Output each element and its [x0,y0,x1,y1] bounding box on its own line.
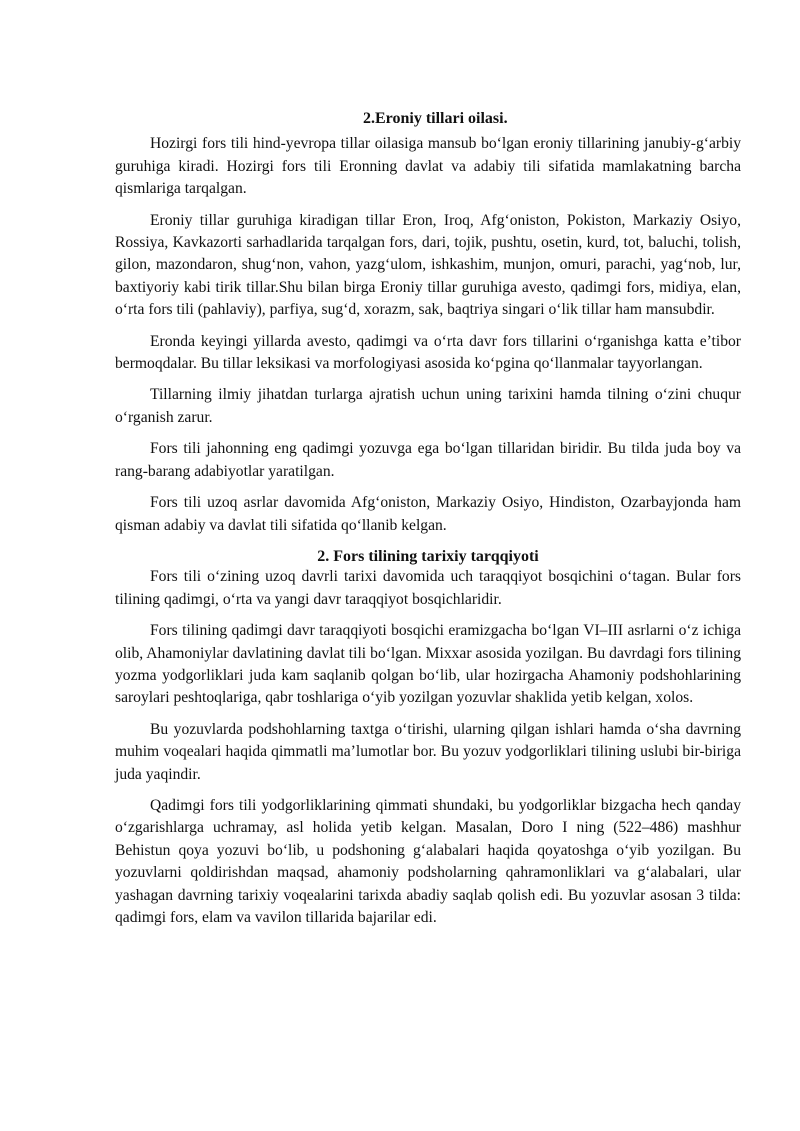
document-page [115,108,741,938]
paragraph: Fors tili uzoq asrlar davomida Afg‘oniston, Markaziy Osiyo, Hindiston, Ozarbayjonda ham qisman adabiy va davlat tili sifatida qo‘llanib kelgan. [115,494,741,534]
paragraph: Bu yozuvlarda podshohlarning taxtga o‘tirishi, ularning qilgan ishlari hamda o‘sha davrning muhim voqealari haqida qimmatli ma’lumotlar bor. Bu yozuv yodgorliklari tilining uslubi bir-biriga juda yaqindir. [115,720,741,783]
section-title-eroniy-tillari: 2.Eroniy tillari oilasi. [363,110,508,127]
paragraph: Eroniy tillar guruhiga kiradigan tillar Eron, Iroq, Afg‘oniston, Pokiston, Markaziy Osiyo, Rossiya, Kavkazorti sarhadlarida tarqalgan fors, dari, tojik, pushtu, osetin, kurd, tot, baluchi, tolish, gilon, mazondaron, shug‘non, vahon, yazg‘ulom, ishkashim, munjon, omuri, parachi, yag‘nob, lur, baxtiyoriy kabi tirik tillar.Shu bilan birga Eroniy tillar guruhiga avesto, qadimgi fors, midiya, elan, o‘rta fors tili (pahlaviy), parfiya, sug‘d, xorazm, sak, baqtriya singari o‘lik tillar ham mansubdir. [115,211,741,319]
paragraph: Hozirgi fors tili hind-yevropa tillar oilasiga mansub bo‘lgan eroniy tillarining janubiy-g‘arbiy guruhiga kiradi. Hozirgi fors tili Eronning davlat va adabiy tili sifatida mamlakatning barcha qismlariga tarqalgan. [115,135,741,198]
paragraph: Fors tilining qadimgi davr taraqqiyoti bosqichi eramizgacha bo‘lgan VI–III asrlarni o‘z ichiga olib, Ahamoniylar davlatining davlat tili bo‘lgan. Mixxar asosida yozilgan. Bu davrdagi fors tilining yozma yodgorliklari juda kam saqlanib qolgan bo‘lib, ular hozirgacha Ahamoniy podshohlarining saroylari peshtoqlariga, qabr toshlariga o‘yib yozilgan yozuvlar shaklida yetib kelgan, xolos. [115,622,741,707]
paragraph: Fors tili jahonning eng qadimgi yozuvga ega bo‘lgan tillaridan biridir. Bu tilda juda boy va rang-barang adabiyotlar yaratilgan. [115,440,741,480]
paragraph: Qadimgi fors tili yodgorliklarining qimmati shundaki, bu yodgorliklar bizgacha hech qanday o‘zgarishlarga uchramay, asl holida yetib kelgan. Masalan, Doro I ning (522–486) mashhur Behistun qoya yozuvi bo‘lib, u podshoning g‘alabalari haqida qoyatoshga o‘yib yozilgan. Bu yozuvlarni qoldirishdan maqsad, ahamoniy podsholarning qahramonliklari va g‘alabalari, ular yashagan davrning tarixiy voqealarini tarixda abadiy saqlab qolish edi. Bu yozuvlar asosan 3 tilda: qadimgi fors, elam va vavilon tillarida bajarilar edi. [115,796,741,926]
paragraph: Eronda keyingi yillarda avesto, qadimgi va o‘rta davr fors tillarini o‘rganishga katta e’tibor bermoqdalar. Bu tillar leksikasi va morfologiyasi asosida ko‘pgina qo‘llanmalar tayyorlangan. [115,332,741,373]
section-title-tarixiy-tarqqiyoti: 2. Fors tilining tarixiy tarqqiyoti [317,547,539,565]
paragraph: Fors tili o‘zining uzoq davrli tarixi davomida uch taraqqiyot bosqichini o‘tagan. Bular fors tilining qadimgi, o‘rta va yangi davr taraqqiyot bosqichlaridir. [115,568,741,608]
paragraph: Tillarning ilmiy jihatdan turlarga ajratish uchun uning tarixini hamda tilning o‘zini chuqur o‘rganish zarur. [115,386,741,426]
